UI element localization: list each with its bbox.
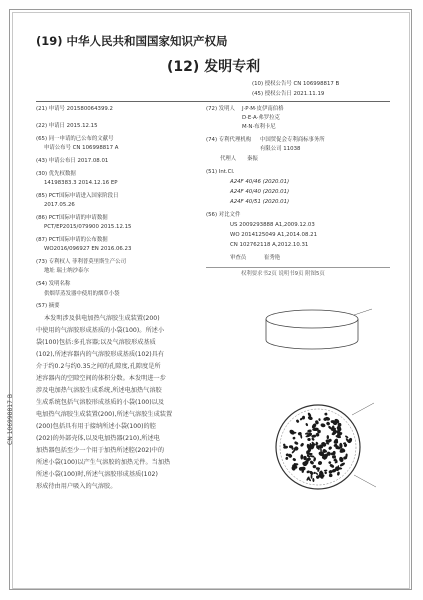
inventor-1: J·P·M·皮伊南伯格 xyxy=(242,106,284,112)
examiner-label: 审查员 xyxy=(230,255,247,261)
ipc-class-2: A24F 40/40 (2020.01) xyxy=(230,189,290,195)
abstract-line: 述容器内的空隙空间的体积分数。本发明进一步 xyxy=(36,375,166,382)
agent-label: 代理人 xyxy=(220,156,237,162)
side-document-number: CN 106998817 B xyxy=(7,394,14,445)
grant-publication-number: (10) 授权公告号 CN 106998817 B xyxy=(252,81,340,87)
document-type: (12) 发明专利 xyxy=(167,59,261,75)
agency-name-cont: 有限公司 11038 xyxy=(260,146,301,152)
inventor-3: M·N·布利卡尼 xyxy=(242,124,276,130)
abstract-line: (202)的外部壳体,以及电加热器(210),所述电 xyxy=(36,435,160,442)
ipc-class-1: A24F 40/46 (2020.01) xyxy=(230,179,290,185)
pouch-cylinder xyxy=(266,310,358,349)
abstract-line: (200)包括具有用于接纳所述小袋(100)的腔 xyxy=(36,423,156,430)
ipc-label: (51) Int.Cl. xyxy=(206,169,235,175)
prior-publication-number: 申请公布号 CN 106998817 A xyxy=(44,145,119,151)
summary-divider xyxy=(206,267,390,268)
page-count-summary: 权利要求书2页 说明书9页 附图5页 xyxy=(241,271,325,277)
abstract-line: 中使用的气溶胶形成基质的小袋(100)。所述小 xyxy=(36,327,165,334)
examiner-name: 崔秀艳 xyxy=(264,255,281,261)
abstract-label: (57) 摘要 xyxy=(36,303,60,309)
abstract-line: 加热器包括至少一个用于加热所述腔(202)中的 xyxy=(36,447,165,454)
pct-application-label: (86) PCT国际申请的申请数据 xyxy=(36,215,108,221)
application-date: (22) 申请日 2015.12.15 xyxy=(36,123,98,129)
inventor-2: D·E·A·弗罗拉克 xyxy=(242,115,280,121)
abstract-line: 所述小袋(100)以产生气溶胶的加热元件。当加热 xyxy=(36,459,171,466)
agency-name: 中国贸促会专利商标事务所 xyxy=(260,137,325,143)
references-label: (56) 对比文件 xyxy=(206,212,241,218)
substrate-cross-section xyxy=(276,405,360,489)
inventors-label: (72) 发明人 xyxy=(206,106,235,112)
abstract-line: 电加热气溶胶生成装置(200),所述气溶胶生成装置 xyxy=(36,411,173,418)
assignee-address: 地址 瑞士纳沙泰尔 xyxy=(44,268,89,274)
grant-publication-date: (45) 授权公告日 2021.11.19 xyxy=(252,91,325,97)
pct-entry-date: 2017.05.26 xyxy=(44,202,75,208)
application-number: (21) 申请号 201580064399.2 xyxy=(36,106,113,112)
leader-line xyxy=(352,403,374,415)
abstract-line: 生成系统包括气溶胶形成基质的小袋(100)以及 xyxy=(36,399,165,406)
reference-1: US 2009293888 A1,2009.12.03 xyxy=(230,222,315,228)
pct-entry-label: (85) PCT国际申请进入国家阶段日 xyxy=(36,193,119,199)
abstract-line: 本发明涉及供电加热气溶胶生成装置(200) xyxy=(44,315,160,322)
ipc-class-3: A24F 40/51 (2020.01) xyxy=(230,199,290,205)
abstract-line: 所述小袋(100)时,所述气溶胶形成基质(102) xyxy=(36,471,158,478)
reference-2: WO 2014125049 A1,2014.08.21 xyxy=(230,232,317,238)
prior-publication-label: (65) 同一申请的已公布的文献号 xyxy=(36,136,114,142)
agency-label: (74) 专利代理机构 xyxy=(206,137,252,143)
abstract-line: 袋(100)包括:多孔容器;以及气溶胶形成基质 xyxy=(36,339,156,346)
abstract-line: (102),所述容器内的气溶胶形成基质(102)具有 xyxy=(36,351,165,358)
priority-label: (30) 优先权数据 xyxy=(36,171,76,177)
abstract-line: 涉及电加热气溶胶生成系统,所述电加热气溶胶 xyxy=(36,387,162,394)
pouch-drawing xyxy=(254,305,394,505)
pct-publication-data: WO2016/096927 EN 2016.06.23 xyxy=(44,246,132,252)
assignee: (73) 专利权人 菲利普莫里斯生产公司 xyxy=(36,259,126,265)
abstract-line: 介于约0.2与约0.35之间的孔隙度,孔隙度是所 xyxy=(36,363,161,370)
leader-line xyxy=(354,309,372,315)
pct-application-data: PCT/EP2015/079900 2015.12.15 xyxy=(44,224,132,230)
pct-publication-label: (87) PCT国际申请的公布数据 xyxy=(36,237,108,243)
priority-data: 14198383.3 2014.12.16 EP xyxy=(44,180,118,186)
invention-title: 供烟草蒸发器中使用的烟草小袋 xyxy=(44,291,120,297)
office-heading: (19) 中华人民共和国国家知识产权局 xyxy=(36,34,228,48)
agent-name: 秦振 xyxy=(247,156,258,162)
prior-publication-date: (43) 申请公布日 2017.08.01 xyxy=(36,158,109,164)
header-divider xyxy=(36,101,390,102)
leader-line xyxy=(354,475,376,487)
substrate-granule xyxy=(322,456,327,459)
reference-3: CN 102762118 A,2012.10.31 xyxy=(230,242,309,248)
abstract-line: 形成待由用户吸入的气溶胶。 xyxy=(36,483,117,490)
invention-title-label: (54) 发明名称 xyxy=(36,281,71,287)
